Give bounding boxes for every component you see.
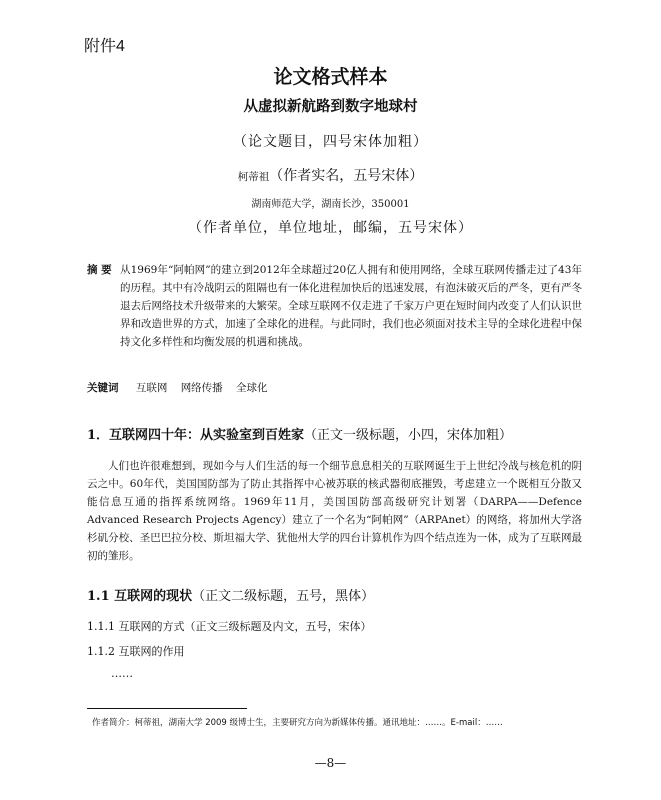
section-heading-1-text: 1．互联网四十年：从实验室到百姓家 <box>87 428 305 443</box>
subsection-heading-1-1-2: 1.1.2 互联网的作用 <box>87 645 185 658</box>
section-heading-1 <box>87 424 512 443</box>
keyword-item: 互联网 <box>135 382 168 394</box>
keyword-item: 全球化 <box>236 382 268 394</box>
author-footnote: 作者简介：柯蒂祖，湖南大学 2009 级博士生，主要研究方向为新媒体传播。通讯地址：……。E-mail：…… <box>92 718 503 728</box>
body-paragraph: 人们也许很难想到，现如今与人们生活的每一个细节息息相关的互联网诞生于上世纪冷战与核危机的阴云之中。60年代，美国国防部为了防止其指挥中心被苏联的核武器彻底摧毁，考虑建立一个既相互分散又能信息互通的指挥系统网络。1969年11月，美国国防部高级研究计划署（DARPA——Defence Advanced Research Projects Agency）建立了一个名为“阿帕网”（ARPAnet）的网络，将加州大学洛杉矶分校、圣巴巴拉分校、斯坦福大学、犹他州大学的四台计算机作为四个结点连为一体，成为了互联网最初的雏形。 <box>87 460 582 562</box>
section-heading-1-note: （正文一级标题，小四，宋体加粗） <box>304 428 513 443</box>
affiliation-format-note: （作者单位，单位地址，邮编，五号宋体） <box>188 220 473 236</box>
keyword-item: 网络传播 <box>180 382 223 394</box>
abstract-label: 摘 要 <box>87 264 112 276</box>
title-format-note: （论文题目，四号宋体加粗） <box>233 134 428 150</box>
keywords <box>87 380 278 395</box>
section-heading-1-1-text: 1.1 互联网的现状 <box>87 589 193 604</box>
subsection-heading-1-1-1: 1.1.1 互联网的方式（正文三级标题及内文，五号，宋体） <box>87 620 372 633</box>
section-heading-1-1 <box>87 585 374 604</box>
author-name: 柯蒂祖 <box>237 171 270 183</box>
author-line <box>0 165 661 185</box>
page-number: —8— <box>314 756 347 770</box>
continuation-ellipsis: …… <box>111 667 133 680</box>
abstract-text: 从1969年“阿帕网”的建立到2012年全球超过20亿人拥有和使用网络，全球互联网传播走过了43年的历程。其中有冷战阴云的阻隔也有一体化进程加快后的迅速发展，有泡沫破灭后的严冬，更有严冬退去后网络技术升级带来的大繁荣。全球互联网不仅走进了千家万户更在短时间内改变了人们认识世界和改造世界的方式，加速了全球化的进程。与此同时，我们也必须面对技术主导的全球化进程中保持文化多样性和均衡发展的机遇和挑战。 <box>120 264 582 348</box>
author-format-note: （作者实名，五号宋体） <box>269 168 424 184</box>
footnote-divider <box>87 708 247 709</box>
page-title: 论文格式样本 <box>273 66 388 88</box>
abstract <box>87 261 582 351</box>
paper-subtitle: 从虚拟新航路到数字地球村 <box>243 98 418 115</box>
attachment-label: 附件4 <box>84 38 125 55</box>
section-heading-1-1-note: （正文二级标题，五号，黑体） <box>192 589 375 604</box>
keywords-label: 关键词 <box>87 382 119 394</box>
author-affiliation: 湖南师范大学，湖南长沙，350001 <box>251 199 410 210</box>
